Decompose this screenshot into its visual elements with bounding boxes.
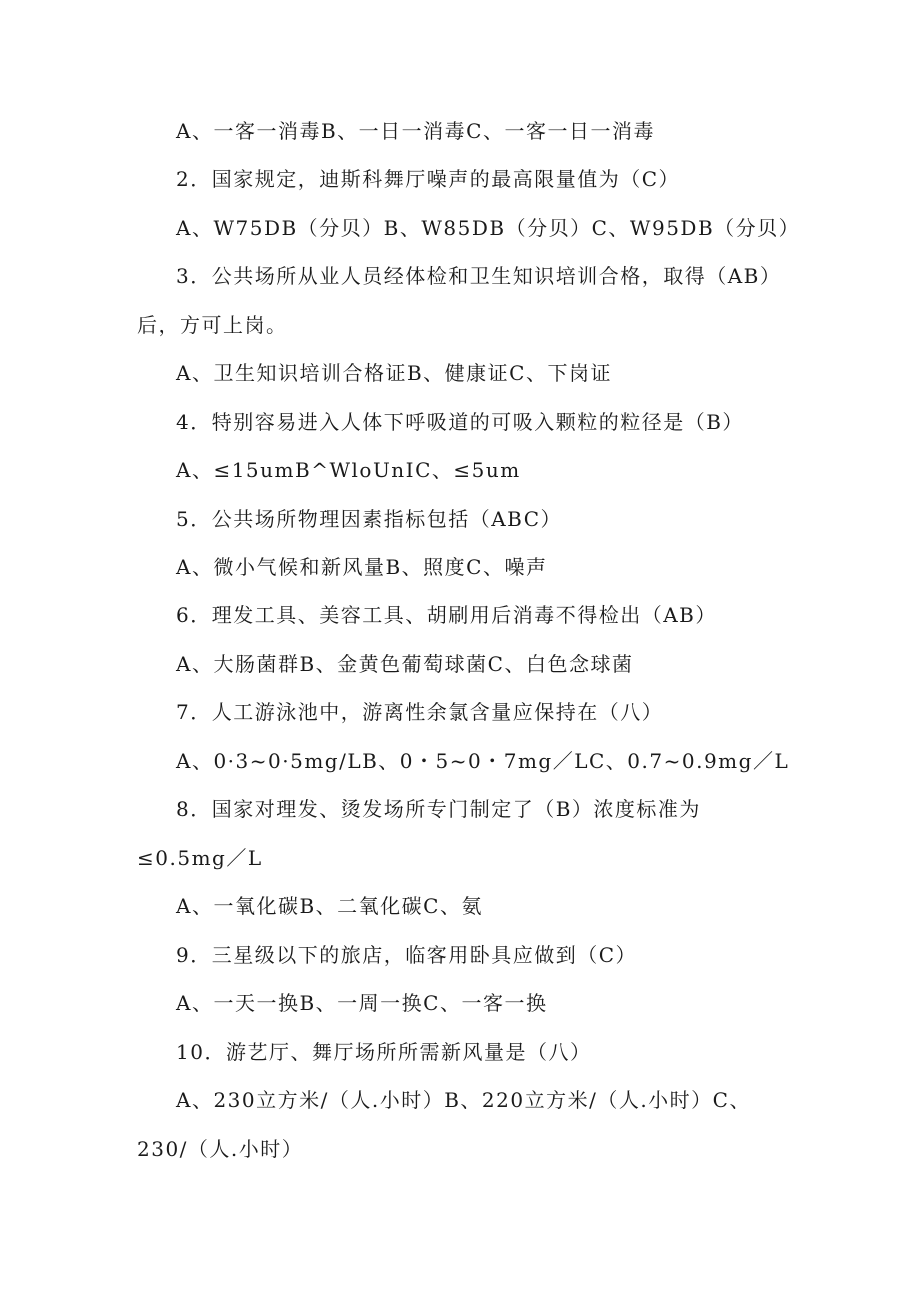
q9-options: A、一天一换B、一周一换C、一客一换 <box>176 991 548 1015</box>
q6-question: 6．理发工具、美容工具、胡刷用后消毒不得检出（AB） <box>176 603 717 627</box>
q10-options: A、230立方米/（人.小时）B、220立方米/（人.小时）C、 <box>176 1088 751 1112</box>
q3-question-cont: 后，方可上岗。 <box>137 313 288 337</box>
q8-question: 8．国家对理发、烫发场所专门制定了（B）浓度标准为 <box>176 797 701 821</box>
q10-options-cont: 230/（人.小时） <box>137 1137 304 1161</box>
q7-question: 7．人工游泳池中，游离性余氯含量应保持在（八） <box>176 700 664 724</box>
q10-question: 10．游艺厅、舞厅场所所需新风量是（八） <box>176 1040 592 1064</box>
q8-options: A、一氧化碳B、二氧化碳C、氨 <box>176 894 483 918</box>
q4-question: 4．特别容易进入人体下呼吸道的可吸入颗粒的粒径是（B） <box>176 410 744 434</box>
q9-question: 9．三星级以下的旅店，临客用卧具应做到（C） <box>176 943 638 967</box>
q5-question: 5．公共场所物理因素指标包括（ABC） <box>176 507 563 531</box>
q3-options: A、卫生知识培训合格证B、健康证C、下岗证 <box>176 361 612 385</box>
q2-options: A、W75DB（分贝）B、W85DB（分贝）C、W95DB（分贝） <box>176 216 801 240</box>
q2-question: 2．国家规定，迪斯科舞厅噪声的最高限量值为（C） <box>176 167 681 191</box>
q5-options: A、微小气候和新风量B、照度C、噪声 <box>176 555 548 579</box>
q8-question-cont: ≤0.5mg／L <box>137 846 263 870</box>
q7-options: A、0·3~0·5mg/LB、0・5~0・7mg／LC、0.7~0.9mg／L <box>176 749 790 773</box>
q3-question: 3．公共场所从业人员经体检和卫生知识培训合格，取得（AB） <box>176 264 782 288</box>
q4-options: A、≤15umB^WloUnIC、≤5um <box>176 458 521 482</box>
q1-options: A、一客一消毒B、一日一消毒C、一客一日一消毒 <box>176 119 655 143</box>
q6-options: A、大肠菌群B、金黄色葡萄球菌C、白色念球菌 <box>176 652 634 676</box>
